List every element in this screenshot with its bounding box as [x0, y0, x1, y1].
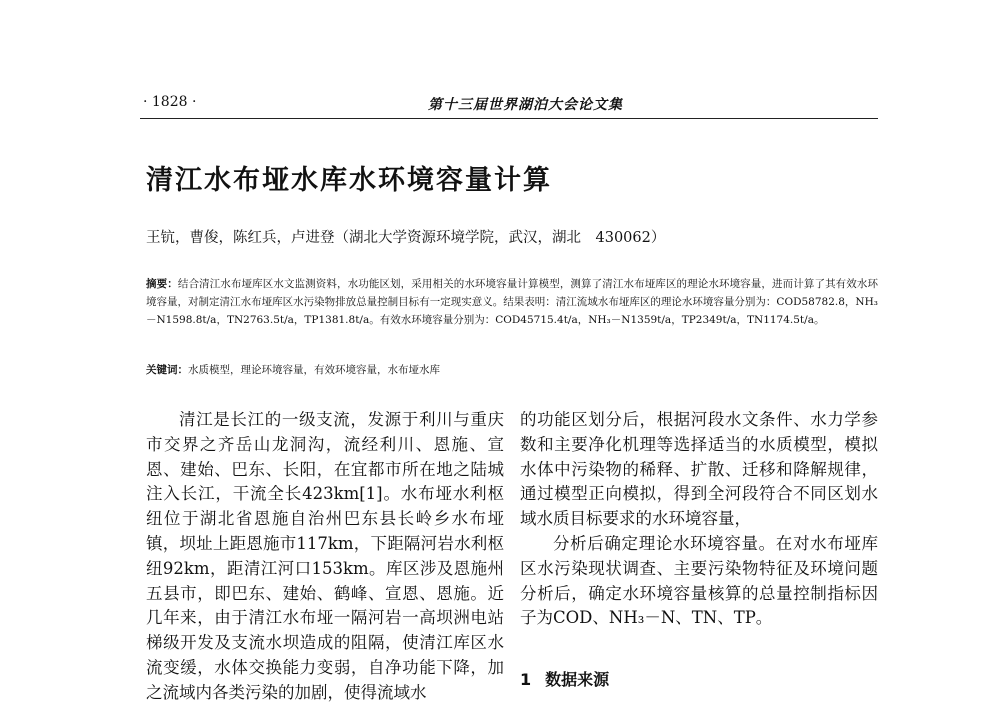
section-number: 1: [520, 670, 532, 689]
abstract: [146, 275, 878, 329]
section-title: 数据来源: [545, 670, 610, 689]
body-paragraph: 分析后确定理论水环境容量。在对水布垭库区水污染现状调查、主要污染物特征及环境问题分析后，确定水环境容量核算的总量控制指标因子为COD、NH₃－N、TN、TP。: [520, 533, 878, 628]
keywords-label: 关键词：: [146, 364, 188, 376]
header-rule: [140, 118, 878, 119]
body-column-left: [146, 408, 504, 706]
page-number: · 1828 ·: [143, 94, 197, 110]
author-line: 王钪，曹俊，陈红兵，卢进登（湖北大学资源环境学院，武汉，湖北 430062）: [146, 230, 666, 246]
keywords-text: 水质模型，理论环境容量，有效环境容量，水布垭水库: [188, 364, 440, 376]
keywords: [146, 362, 440, 377]
abstract-label: 摘要：: [146, 278, 178, 290]
section-heading: [520, 667, 609, 690]
body-column-right: [520, 408, 878, 631]
abstract-text: 结合清江水布垭库区水文监测资料，水功能区划，采用相关的水环境容量计算模型，测算了清江水布垭库区的理论水环境容量，进而计算了其有效水环境容量，对制定清江水布垭库区水污染物排放总量控制目标有一定现实意义。结果表明：清江流域水布垭库区的理论水环境容量分别为：COD58782.8，NH₃－N1598.8t/a，TN2763.5t/a，TP1381.8t/a。有效水环境容量分别为：COD45715.4t/a，NH₃－N1359t/a，TP2349t/a，TN1174.5t/a。: [146, 278, 879, 326]
running-header: 第十三届世界湖泊大会论文集: [428, 97, 623, 113]
paper-title: 清江水布垭水库水环境容量计算: [146, 165, 552, 196]
body-paragraph: 的功能区划分后，根据河段水文条件、水力学参数和主要净化机理等选择适当的水质模型，模拟水体中污染物的稀释、扩散、迁移和降解规律，通过模型正向模拟，得到全河段符合不同区划水域水质目标要求的水环境容量，: [520, 410, 878, 529]
body-paragraph: 清江是长江的一级支流，发源于利川与重庆市交界之齐岳山龙洞沟，流经利川、恩施、宣恩、建始、巴东、长阳，在宜都市所在地之陆城注入长江，干流全长423km[1]。水布垭水利枢纽位于湖北省恩施自治州巴东县长岭乡水布垭镇，坝址上距恩施市117km，下距隔河岩水利枢纽92km，距清江河口153km。库区涉及恩施州五县市，即巴东、建始、鹤峰、宣恩、恩施。近几年来，由于清江水布垭一隔河岩一高坝洲电站梯级开发及支流水坝造成的阻隔，使清江库区水流变缓，水体交换能力变弱，自净功能下降，加之流域内各类污染的加剧，使得流域水: [146, 410, 504, 702]
